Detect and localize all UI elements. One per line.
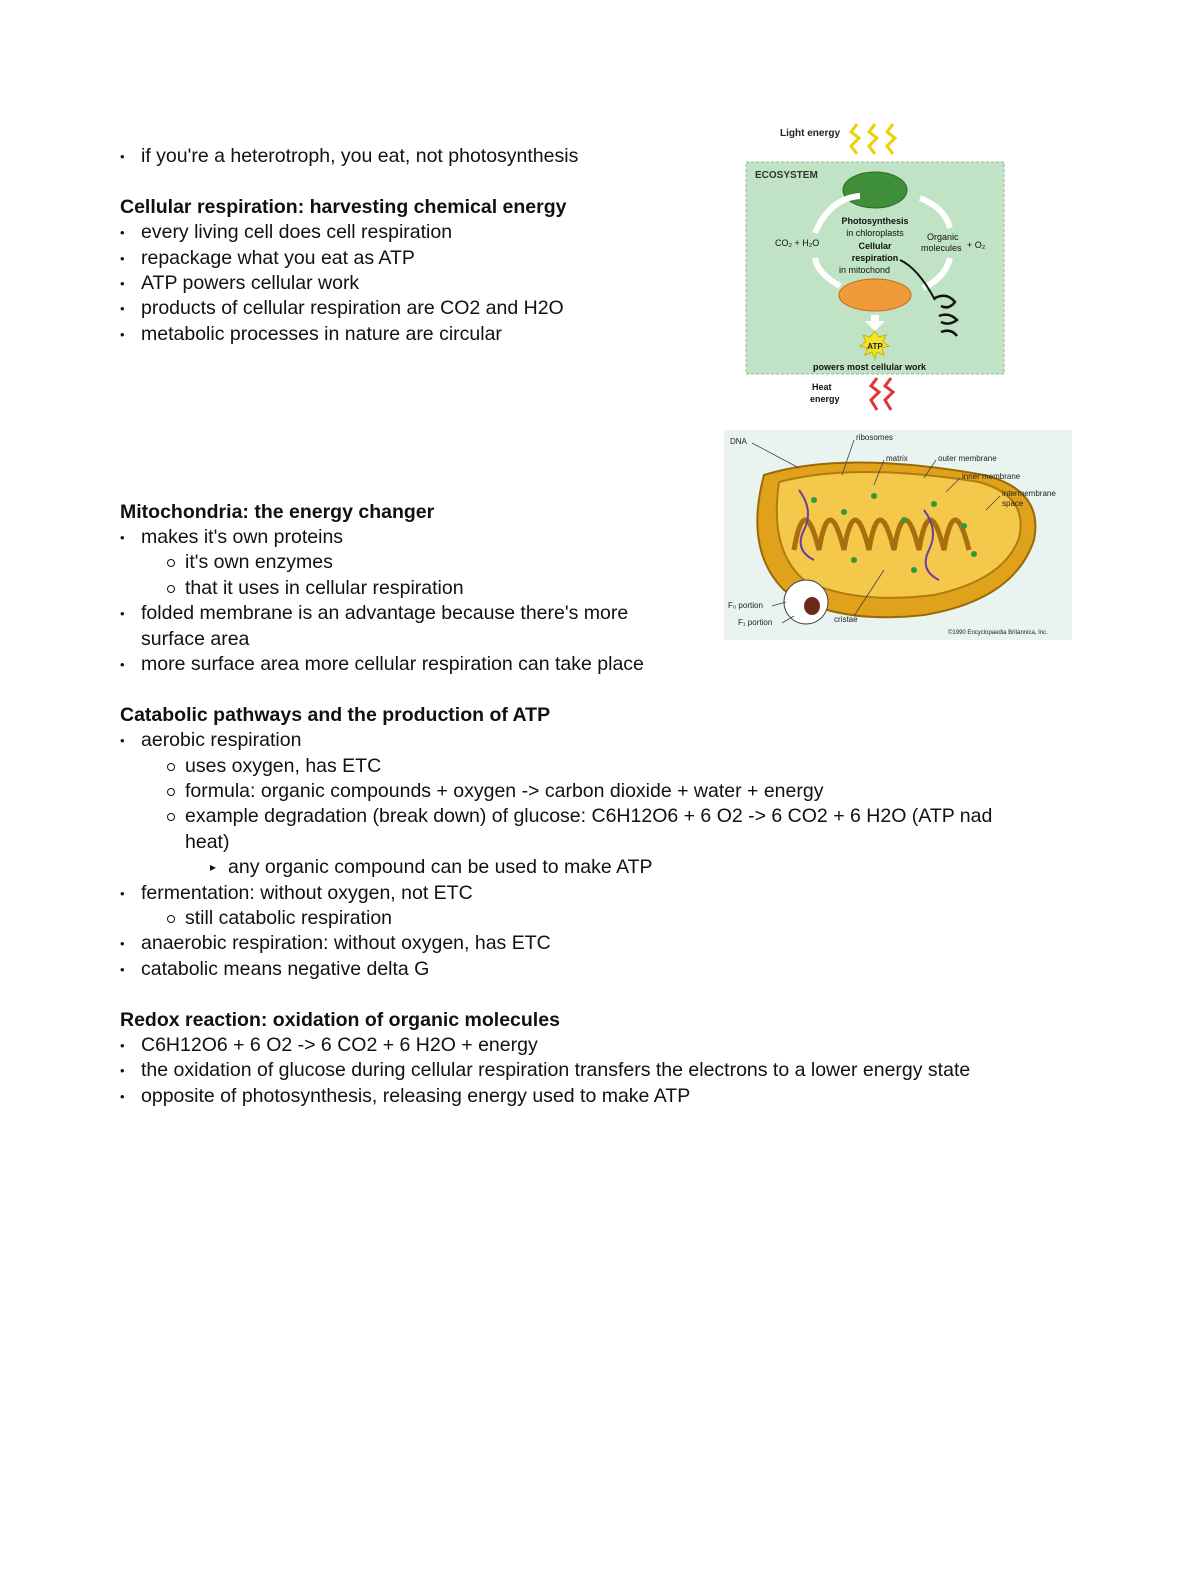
- list-item: still catabolic respiration: [120, 906, 1080, 931]
- section-heading: Cellular respiration: harvesting chemical energy: [120, 195, 567, 218]
- heat-energy-arrows-icon: [871, 378, 893, 410]
- organic-label: Organic: [927, 232, 959, 242]
- list-item: • fermentation: without oxygen, not ETC: [120, 881, 1080, 906]
- list-item-continuation: surface area: [141, 627, 250, 650]
- outer-membrane-label: outer membrane: [938, 454, 997, 463]
- co2-h2o-label: CO₂ + H₂O: [775, 238, 820, 248]
- heat-label: Heat: [812, 382, 832, 392]
- atp-synthase-icon: [804, 597, 820, 615]
- o2-label: + O₂: [967, 240, 986, 250]
- section-heading: Redox reaction: oxidation of organic molecules: [120, 1008, 560, 1031]
- molecules-label: molecules: [921, 243, 962, 253]
- mitochondrion-structure-figure: [724, 430, 1072, 640]
- in-mitochondria-label: in mitochond: [839, 265, 891, 275]
- f0-portion-label: F₀ portion: [728, 601, 763, 610]
- list-item: • repackage what you eat as ATP: [120, 246, 1080, 271]
- list-item: • the oxidation of glucose during cellular respiration transfers the electrons to a lower energy state: [120, 1058, 1080, 1083]
- cristae-label: cristae: [834, 615, 858, 624]
- list-item: • opposite of photosynthesis, releasing energy used to make ATP: [120, 1084, 1080, 1109]
- list-item: example degradation (break down) of glucose: C6H12O6 + 6 O2 -> 6 CO2 + 6 H2O (ATP nad: [120, 804, 1080, 829]
- inner-membrane-label: inner membrane: [962, 472, 1021, 481]
- list-item: • catabolic means negative delta G: [120, 957, 1080, 982]
- mitochondrion-icon: [839, 279, 911, 311]
- list-item: ▸ any organic compound can be used to make ATP: [120, 855, 1080, 880]
- list-item: formula: organic compounds + oxygen -> carbon dioxide + water + energy: [120, 779, 1080, 804]
- heat-energy-label: energy: [810, 394, 840, 404]
- matrix-label: matrix: [886, 454, 908, 463]
- list-item: • every living cell does cell respiration: [120, 220, 1080, 245]
- section-heading: Catabolic pathways and the production of ATP: [120, 703, 551, 726]
- in-chloroplasts-label: in chloroplasts: [846, 228, 904, 238]
- list-item: • metabolic processes in nature are circular: [120, 322, 1080, 347]
- list-item: • if you're a heterotroph, you eat, not photosynthesis: [120, 144, 1080, 169]
- ecosystem-energy-figure: [745, 118, 1015, 418]
- ecosystem-label: ECOSYSTEM: [755, 170, 818, 181]
- list-item: that it uses in cellular respiration: [120, 576, 1080, 601]
- list-item: • products of cellular respiration are CO2 and H2O: [120, 296, 1080, 321]
- photosynthesis-label: Photosynthesis: [841, 216, 909, 226]
- f1-portion-label: F₁ portion: [738, 618, 773, 627]
- list-item: • aerobic respiration: [120, 728, 1080, 753]
- powers-work-label: powers most cellular work: [813, 362, 927, 372]
- ribosomes-label: ribosomes: [856, 433, 893, 442]
- list-item: • anaerobic respiration: without oxygen, has ETC: [120, 931, 1080, 956]
- list-item: uses oxygen, has ETC: [120, 754, 1080, 779]
- dna-label: DNA: [730, 437, 747, 446]
- cellular-label: Cellular: [858, 241, 892, 251]
- list-item: • folded membrane is an advantage because there's more: [120, 601, 1080, 626]
- light-energy-label: Light energy: [780, 128, 841, 139]
- intermembrane-space-label: space: [1002, 499, 1024, 508]
- atp-label: ATP: [867, 342, 883, 351]
- list-item: • C6H12O6 + 6 O2 -> 6 CO2 + 6 H2O + energy: [120, 1033, 1080, 1058]
- list-item: • makes it's own proteins: [120, 525, 1080, 550]
- intermembrane-label: intermembrane: [1002, 489, 1056, 498]
- chloroplast-icon: [843, 172, 907, 208]
- section-heading: Mitochondria: the energy changer: [120, 500, 435, 523]
- light-energy-arrows-icon: [851, 124, 895, 154]
- list-item: it's own enzymes: [120, 550, 1080, 575]
- copyright-label: ©1990 Encyclopaedia Britannica, Inc.: [948, 630, 1048, 636]
- list-item: • ATP powers cellular work: [120, 271, 1080, 296]
- list-item: • more surface area more cellular respiration can take place: [120, 652, 1080, 677]
- list-item-continuation: heat): [185, 830, 230, 853]
- respiration-label: respiration: [851, 253, 899, 263]
